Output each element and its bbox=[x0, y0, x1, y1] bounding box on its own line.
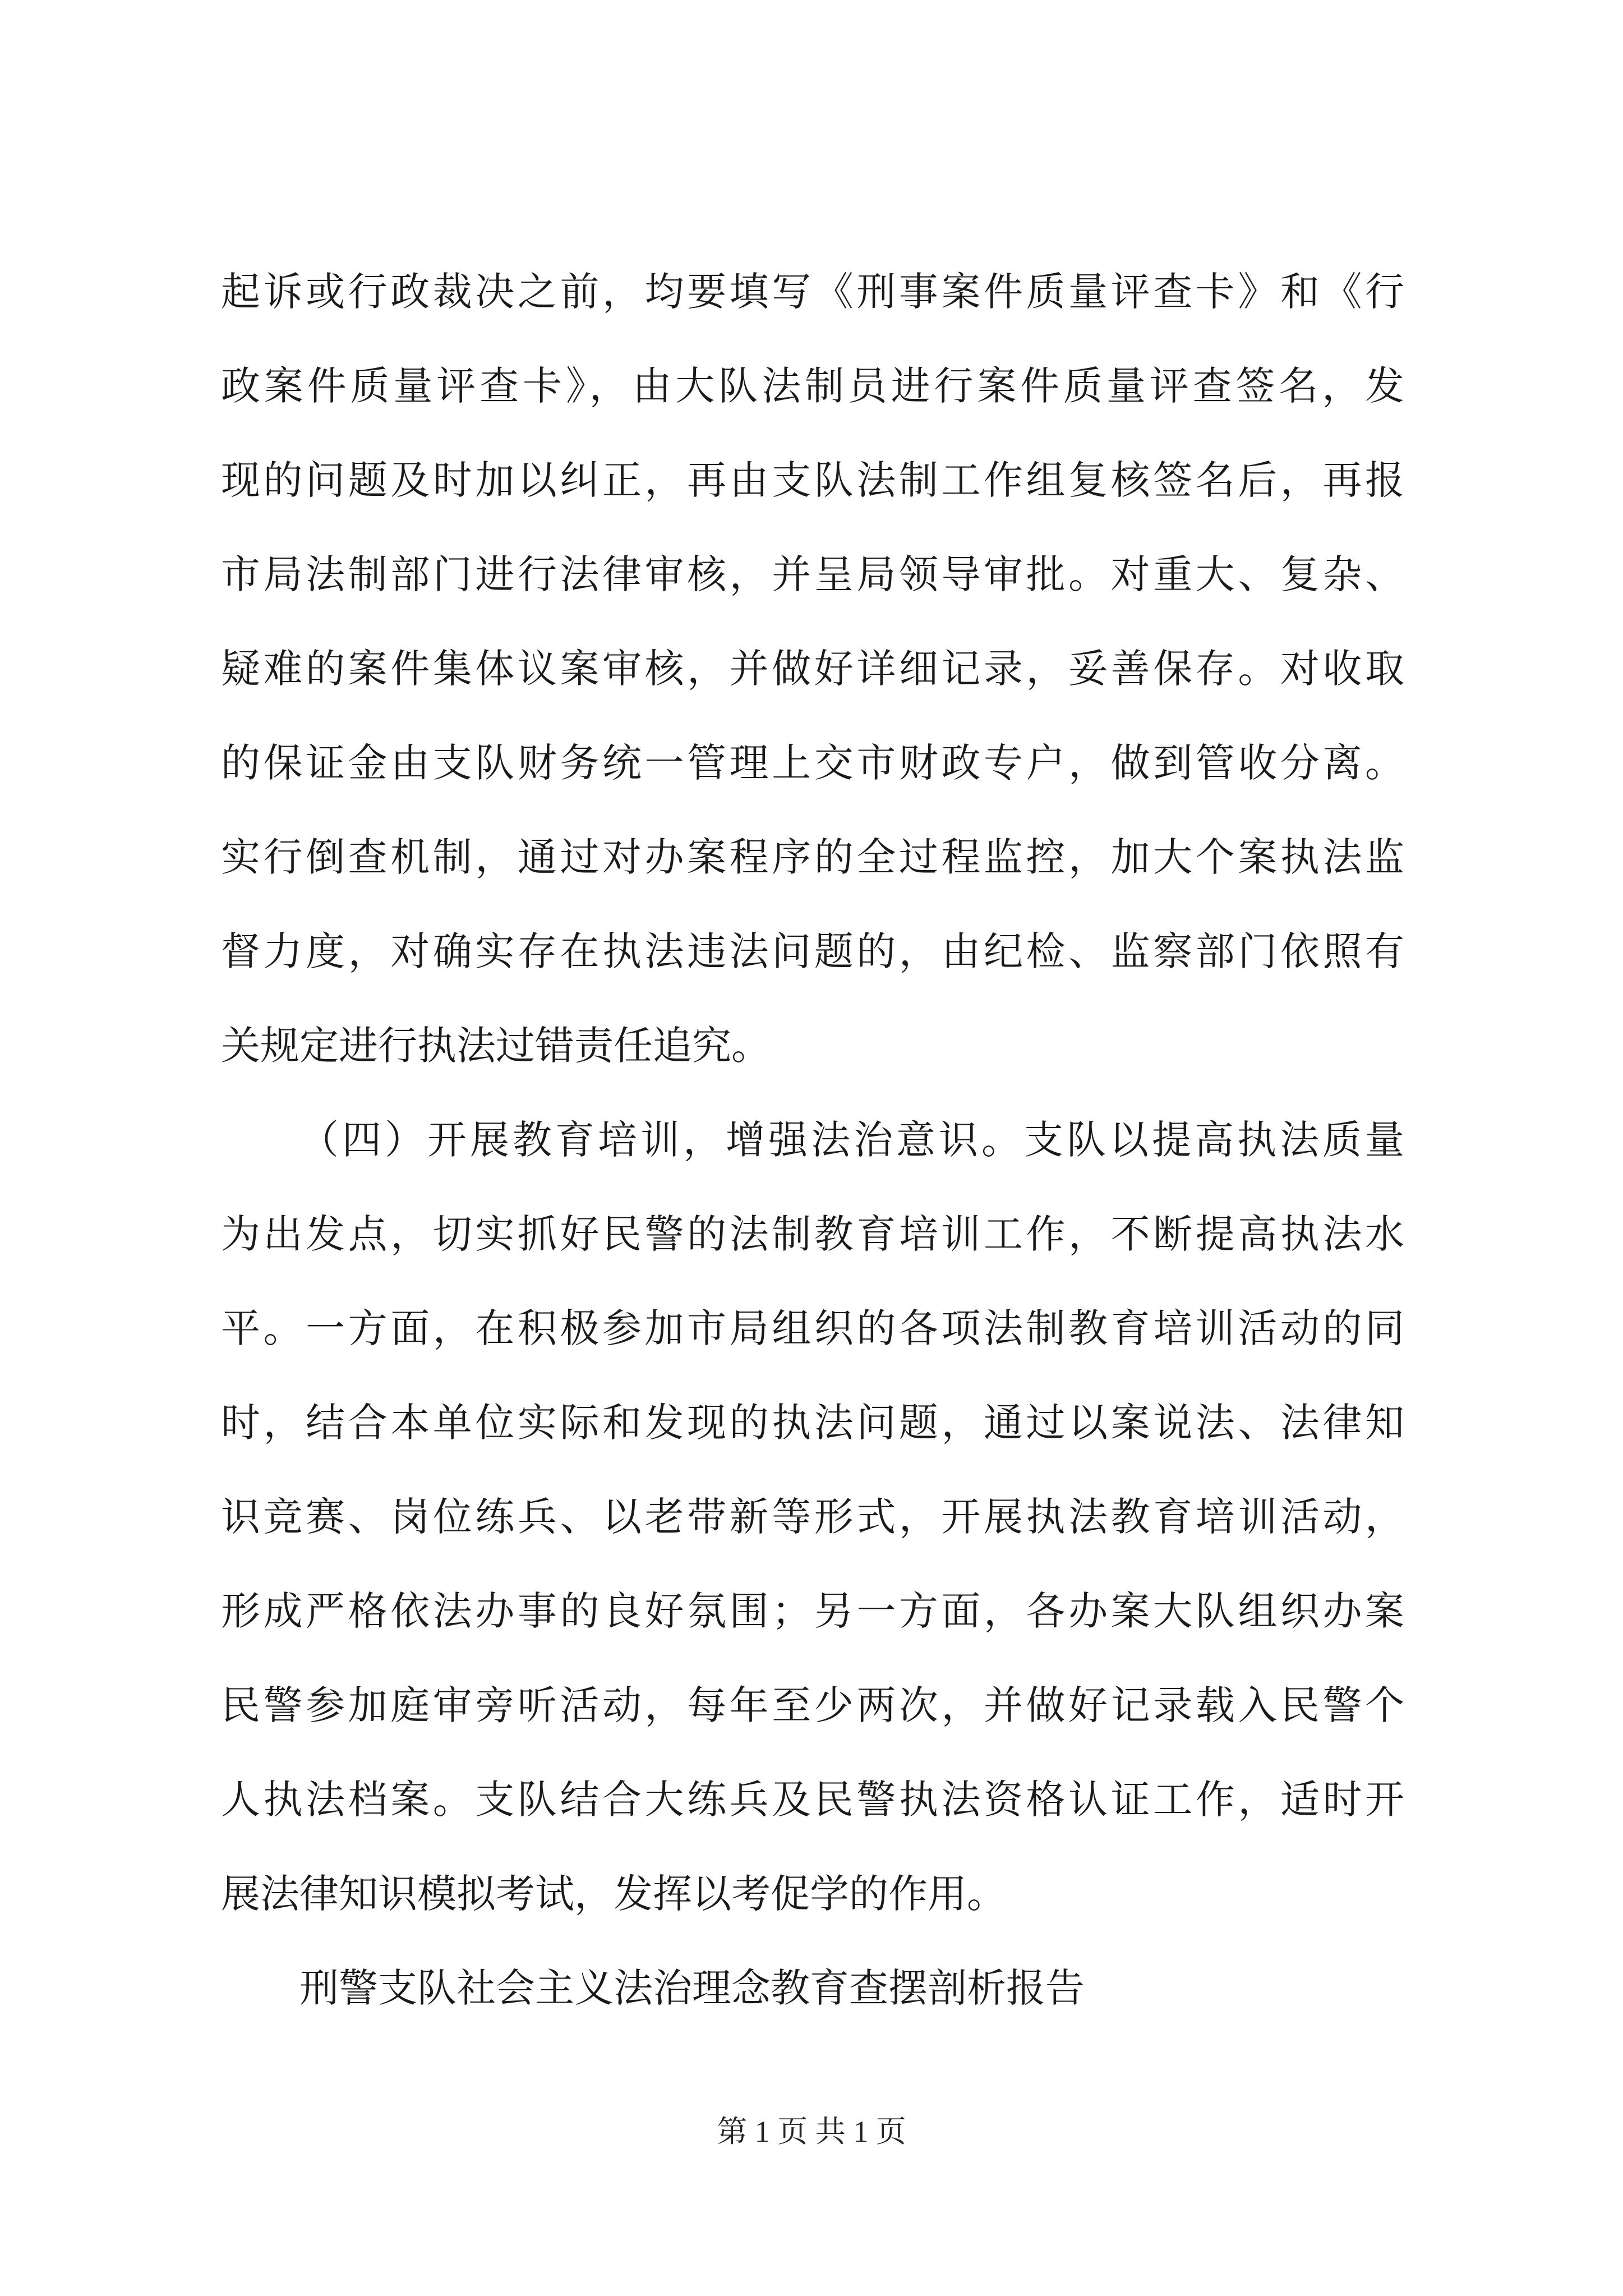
body-line: 为出发点，切实抓好民警的法制教育培训工作，不断提高执法水 bbox=[221, 1211, 1404, 1257]
body-line: 识竞赛、岗位练兵、以老带新等形式，开展执法教育培训活动， bbox=[221, 1494, 1404, 1540]
body-line: 平。一方面，在积极参加市局组织的各项法制教育培训活动的同 bbox=[221, 1305, 1404, 1351]
paragraph-first-line: （四）开展教育培训，增强法治意识。支队以提高执法质量 bbox=[299, 1117, 1404, 1163]
body-line: 关规定进行执法过错责任追究。 bbox=[221, 1023, 771, 1069]
body-line: 疑难的案件集体议案审核，并做好详细记录，妥善保存。对收取 bbox=[221, 646, 1404, 692]
body-line: 现的问题及时加以纠正，再由支队法制工作组复核签名后，再报 bbox=[221, 457, 1404, 503]
closing-title: 刑警支队社会主义法治理念教育查摆剖析报告 bbox=[299, 1965, 1085, 2011]
body-line: 实行倒查机制，通过对办案程序的全过程监控，加大个案执法监 bbox=[221, 834, 1404, 880]
body-line: 民警参加庭审旁听活动，每年至少两次，并做好记录载入民警个 bbox=[221, 1682, 1404, 1728]
body-line: 时，结合本单位实际和发现的执法问题，通过以案说法、法律知 bbox=[221, 1400, 1404, 1446]
body-line: 市局法制部门进行法律审核，并呈局领导审批。对重大、复杂、 bbox=[221, 551, 1404, 597]
body-line: 的保证金由支队财务统一管理上交市财政专户，做到管收分离。 bbox=[221, 740, 1404, 786]
body-line: 人执法档案。支队结合大练兵及民警执法资格认证工作，适时开 bbox=[221, 1777, 1404, 1823]
body-line: 政案件质量评查卡》，由大队法制员进行案件质量评查签名，发 bbox=[221, 363, 1404, 409]
body-line: 形成严格依法办事的良好氛围；另一方面，各办案大队组织办案 bbox=[221, 1588, 1404, 1634]
body-line: 起诉或行政裁决之前，均要填写《刑事案件质量评查卡》和《行 bbox=[221, 269, 1404, 315]
body-line: 展法律知识模拟考试，发挥以考促学的作用。 bbox=[221, 1871, 1006, 1917]
page-footer: 第 1 页 共 1 页 bbox=[717, 2115, 906, 2148]
body-line: 督力度，对确实存在执法违法问题的，由纪检、监察部门依照有 bbox=[221, 928, 1404, 974]
